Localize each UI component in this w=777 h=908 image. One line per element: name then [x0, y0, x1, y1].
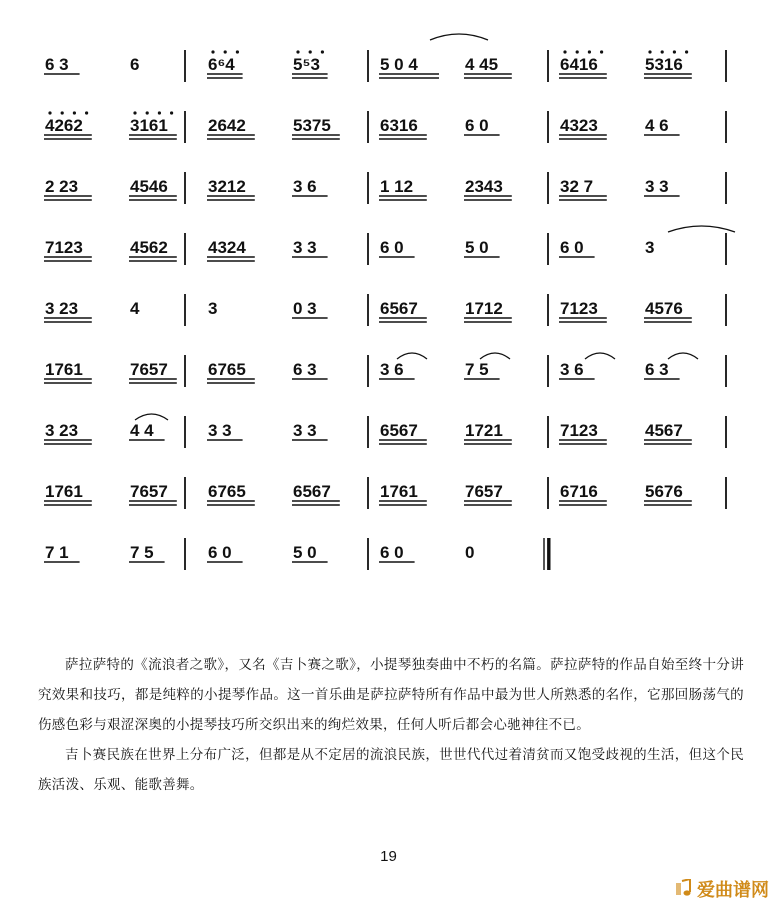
note-group: 32 7 — [560, 177, 594, 196]
slur-arc — [668, 226, 735, 232]
description-text — [38, 650, 744, 800]
note-group: 6765 — [208, 482, 246, 501]
note-group: 5316 — [645, 55, 683, 74]
note-group: 2642 — [208, 116, 246, 135]
paragraph-1: 萨拉萨特的《流浪者之歌》，又名《吉卜赛之歌》，小提琴独奏曲中不朽的名篇。萨拉萨特的作品自始至终十分讲究效果和技巧，都是纯粹的小提琴作品。这一首乐曲是萨拉萨特所有作品中最为世人所熟悉的名作，它那回肠荡气的伤感色彩与艰涩深奥的小提琴技巧所交织出来的绚烂效果，任何人听后都会心驰神往不已。 — [38, 657, 744, 733]
note-group: 6 0 — [208, 543, 232, 562]
note-group: 5 0 — [293, 543, 317, 562]
note-group: 4262 — [45, 116, 83, 135]
octave-dot — [563, 50, 566, 53]
note-group: 6 3 — [293, 360, 317, 379]
note-group: 1761 — [380, 482, 418, 501]
note-group: 1761 — [45, 360, 83, 379]
octave-dot — [600, 50, 603, 53]
note-group: 4 4 — [130, 421, 154, 440]
octave-dot — [224, 50, 227, 53]
note-group: 7657 — [130, 482, 168, 501]
watermark-text: 爱曲谱网 — [697, 880, 769, 901]
note-group: 2 23 — [45, 177, 79, 196]
note-group: 3161 — [130, 116, 168, 135]
octave-dot — [576, 50, 579, 53]
note-group: 7123 — [560, 421, 598, 440]
note-group: 5⁵3 — [293, 55, 320, 74]
note-group: 4562 — [130, 238, 168, 257]
note-group: 4 6 — [645, 116, 669, 135]
note-group: 6567 — [380, 299, 418, 318]
note-group: 3 6 — [293, 177, 317, 196]
site-watermark — [675, 876, 769, 902]
slur-arc — [397, 353, 427, 359]
note-group: 4546 — [130, 177, 168, 196]
note-group: 7657 — [465, 482, 503, 501]
note-group: 6⁶4 — [208, 55, 235, 74]
note-group: 1761 — [45, 482, 83, 501]
note-group: 6 3 — [45, 55, 69, 74]
octave-dot — [170, 111, 173, 114]
note-group: 3 3 — [293, 238, 317, 257]
note-group: 5676 — [645, 482, 683, 501]
note-group: 6316 — [380, 116, 418, 135]
note-group: 4323 — [560, 116, 598, 135]
note-group: 3 3 — [645, 177, 669, 196]
note-group: 5 0 4 — [380, 55, 418, 74]
octave-dot — [48, 111, 51, 114]
slur-arc — [480, 353, 510, 359]
octave-dot — [236, 50, 239, 53]
note-group: 3 3 — [208, 421, 232, 440]
octave-dot — [211, 50, 214, 53]
note-group: 3 — [208, 299, 218, 318]
note-group: 4567 — [645, 421, 683, 440]
note-group: 6 0 — [380, 238, 404, 257]
note-group: 4 45 — [465, 55, 499, 74]
note-group: 7 5 — [130, 543, 154, 562]
note-group: 4576 — [645, 299, 683, 318]
note-group: 7123 — [560, 299, 598, 318]
note-group: 7 5 — [465, 360, 489, 379]
octave-dot — [85, 111, 88, 114]
note-group: 2343 — [465, 177, 503, 196]
octave-dot — [321, 50, 324, 53]
note-group: 4 — [130, 299, 140, 318]
note-group: 6716 — [560, 482, 598, 501]
note-group: 3 — [645, 238, 655, 257]
octave-dot — [661, 50, 664, 53]
page-number: 19 — [380, 848, 397, 865]
octave-dot — [296, 50, 299, 53]
octave-dot — [61, 111, 64, 114]
note-group: 6 0 — [380, 543, 404, 562]
octave-dot — [685, 50, 688, 53]
slur-arc — [430, 34, 488, 40]
note-group: 6765 — [208, 360, 246, 379]
note-group: 7657 — [130, 360, 168, 379]
note-group: 7123 — [45, 238, 83, 257]
note-group: 6 0 — [560, 238, 584, 257]
note-group: 6 — [130, 55, 140, 74]
note-group: 1712 — [465, 299, 503, 318]
note-group: 1 12 — [380, 177, 414, 196]
octave-dot — [73, 111, 76, 114]
octave-dot — [648, 50, 651, 53]
slur-arc — [668, 353, 698, 359]
note-group: 6567 — [293, 482, 331, 501]
note-group: 3212 — [208, 177, 246, 196]
note-group: 5 0 — [465, 238, 489, 257]
octave-dot — [133, 111, 136, 114]
note-group: 0 — [465, 543, 475, 562]
note-group: 3 23 — [45, 421, 79, 440]
note-group: 6416 — [560, 55, 598, 74]
octave-dot — [673, 50, 676, 53]
note-group: 4324 — [208, 238, 246, 257]
note-group: 3 6 — [560, 360, 584, 379]
note-group: 6 0 — [465, 116, 489, 135]
note-group: 1721 — [465, 421, 503, 440]
note-group: 7 1 — [45, 543, 69, 562]
octave-dot — [158, 111, 161, 114]
note-group: 6 3 — [645, 360, 669, 379]
note-group: 5375 — [293, 116, 331, 135]
octave-dot — [309, 50, 312, 53]
music-note-icon — [675, 879, 693, 899]
octave-dot — [588, 50, 591, 53]
octave-dot — [146, 111, 149, 114]
note-group: 3 6 — [380, 360, 404, 379]
paragraph-2: 吉卜赛民族在世界上分布广泛，但都是从不定居的流浪民族，世世代代过着清贫而又饱受歧视的生活，但这个民族活泼、乐观、能歌善舞。 — [38, 747, 744, 793]
note-group: 0 3 — [293, 299, 317, 318]
slur-arc — [135, 414, 168, 420]
note-group: 3 23 — [45, 299, 79, 318]
note-group: 6567 — [380, 421, 418, 440]
slur-arc — [585, 353, 615, 359]
note-group: 3 3 — [293, 421, 317, 440]
